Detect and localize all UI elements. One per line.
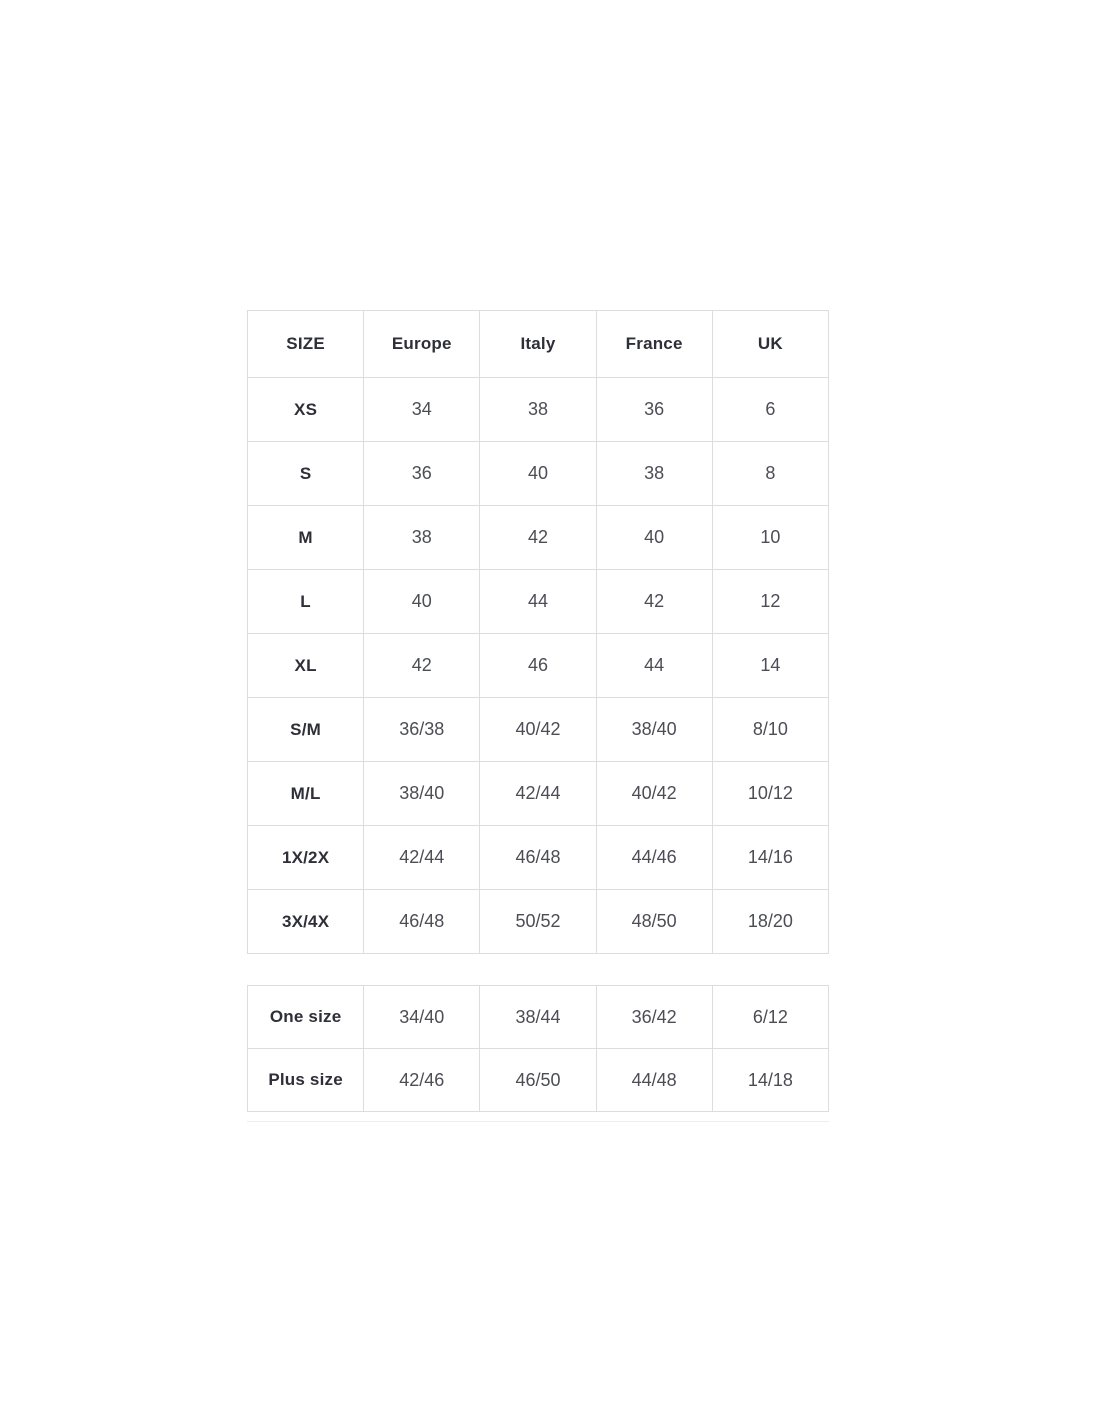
- size-value-cell: 14: [712, 634, 828, 698]
- table-row: [248, 986, 829, 1049]
- size-value-cell: 42/44: [364, 826, 480, 890]
- size-value-cell: 14/16: [712, 826, 828, 890]
- size-value-cell: 38: [364, 506, 480, 570]
- size-value-cell: 44/46: [596, 826, 712, 890]
- size-value-cell: 34: [364, 378, 480, 442]
- size-value-cell: 40: [364, 570, 480, 634]
- size-value-cell: 36: [596, 378, 712, 442]
- row-label: Plus size: [248, 1049, 364, 1112]
- header-row: [248, 311, 829, 378]
- size-value-cell: 44/48: [596, 1049, 712, 1112]
- row-label: L: [248, 570, 364, 634]
- column-header: Europe: [364, 311, 480, 378]
- size-value-cell: 46: [480, 634, 596, 698]
- size-value-cell: 34/40: [364, 986, 480, 1049]
- size-value-cell: 42/44: [480, 762, 596, 826]
- column-header: SIZE: [248, 311, 364, 378]
- table-row: [248, 442, 829, 506]
- row-label: M: [248, 506, 364, 570]
- size-value-cell: 14/18: [712, 1049, 828, 1112]
- column-header: Italy: [480, 311, 596, 378]
- row-label: 1X/2X: [248, 826, 364, 890]
- size-value-cell: 40/42: [596, 762, 712, 826]
- size-value-cell: 46/50: [480, 1049, 596, 1112]
- column-header: France: [596, 311, 712, 378]
- size-value-cell: 50/52: [480, 890, 596, 954]
- table-row: [248, 890, 829, 954]
- table-row: [248, 1049, 829, 1112]
- size-value-cell: 38/40: [364, 762, 480, 826]
- size-value-cell: 38: [480, 378, 596, 442]
- size-value-cell: 44: [480, 570, 596, 634]
- row-label: One size: [248, 986, 364, 1049]
- size-value-cell: 46/48: [480, 826, 596, 890]
- row-label: S/M: [248, 698, 364, 762]
- size-value-cell: 36/38: [364, 698, 480, 762]
- size-chart-section: [247, 310, 829, 1122]
- size-value-cell: 36: [364, 442, 480, 506]
- size-value-cell: 36/42: [596, 986, 712, 1049]
- table-row: [248, 698, 829, 762]
- size-value-cell: 40: [596, 506, 712, 570]
- size-value-cell: 38/44: [480, 986, 596, 1049]
- size-value-cell: 48/50: [596, 890, 712, 954]
- size-value-cell: 44: [596, 634, 712, 698]
- size-value-cell: 6/12: [712, 986, 828, 1049]
- size-value-cell: 46/48: [364, 890, 480, 954]
- row-label: XS: [248, 378, 364, 442]
- size-value-cell: 42: [480, 506, 596, 570]
- table-row: [248, 378, 829, 442]
- bottom-divider: [247, 1121, 829, 1122]
- table-row: [248, 826, 829, 890]
- one-size-table: [247, 985, 829, 1112]
- table-row: [248, 634, 829, 698]
- row-label: S: [248, 442, 364, 506]
- table-row: [248, 762, 829, 826]
- table-row: [248, 570, 829, 634]
- size-value-cell: 10: [712, 506, 828, 570]
- size-value-cell: 12: [712, 570, 828, 634]
- size-value-cell: 18/20: [712, 890, 828, 954]
- column-header: UK: [712, 311, 828, 378]
- row-label: XL: [248, 634, 364, 698]
- size-value-cell: 8: [712, 442, 828, 506]
- size-value-cell: 6: [712, 378, 828, 442]
- size-value-cell: 10/12: [712, 762, 828, 826]
- size-value-cell: 38/40: [596, 698, 712, 762]
- size-value-cell: 42: [596, 570, 712, 634]
- row-label: 3X/4X: [248, 890, 364, 954]
- table-row: [248, 506, 829, 570]
- size-value-cell: 42/46: [364, 1049, 480, 1112]
- size-value-cell: 40/42: [480, 698, 596, 762]
- size-value-cell: 42: [364, 634, 480, 698]
- size-conversion-table: [247, 310, 829, 954]
- size-value-cell: 40: [480, 442, 596, 506]
- row-label: M/L: [248, 762, 364, 826]
- size-value-cell: 38: [596, 442, 712, 506]
- size-value-cell: 8/10: [712, 698, 828, 762]
